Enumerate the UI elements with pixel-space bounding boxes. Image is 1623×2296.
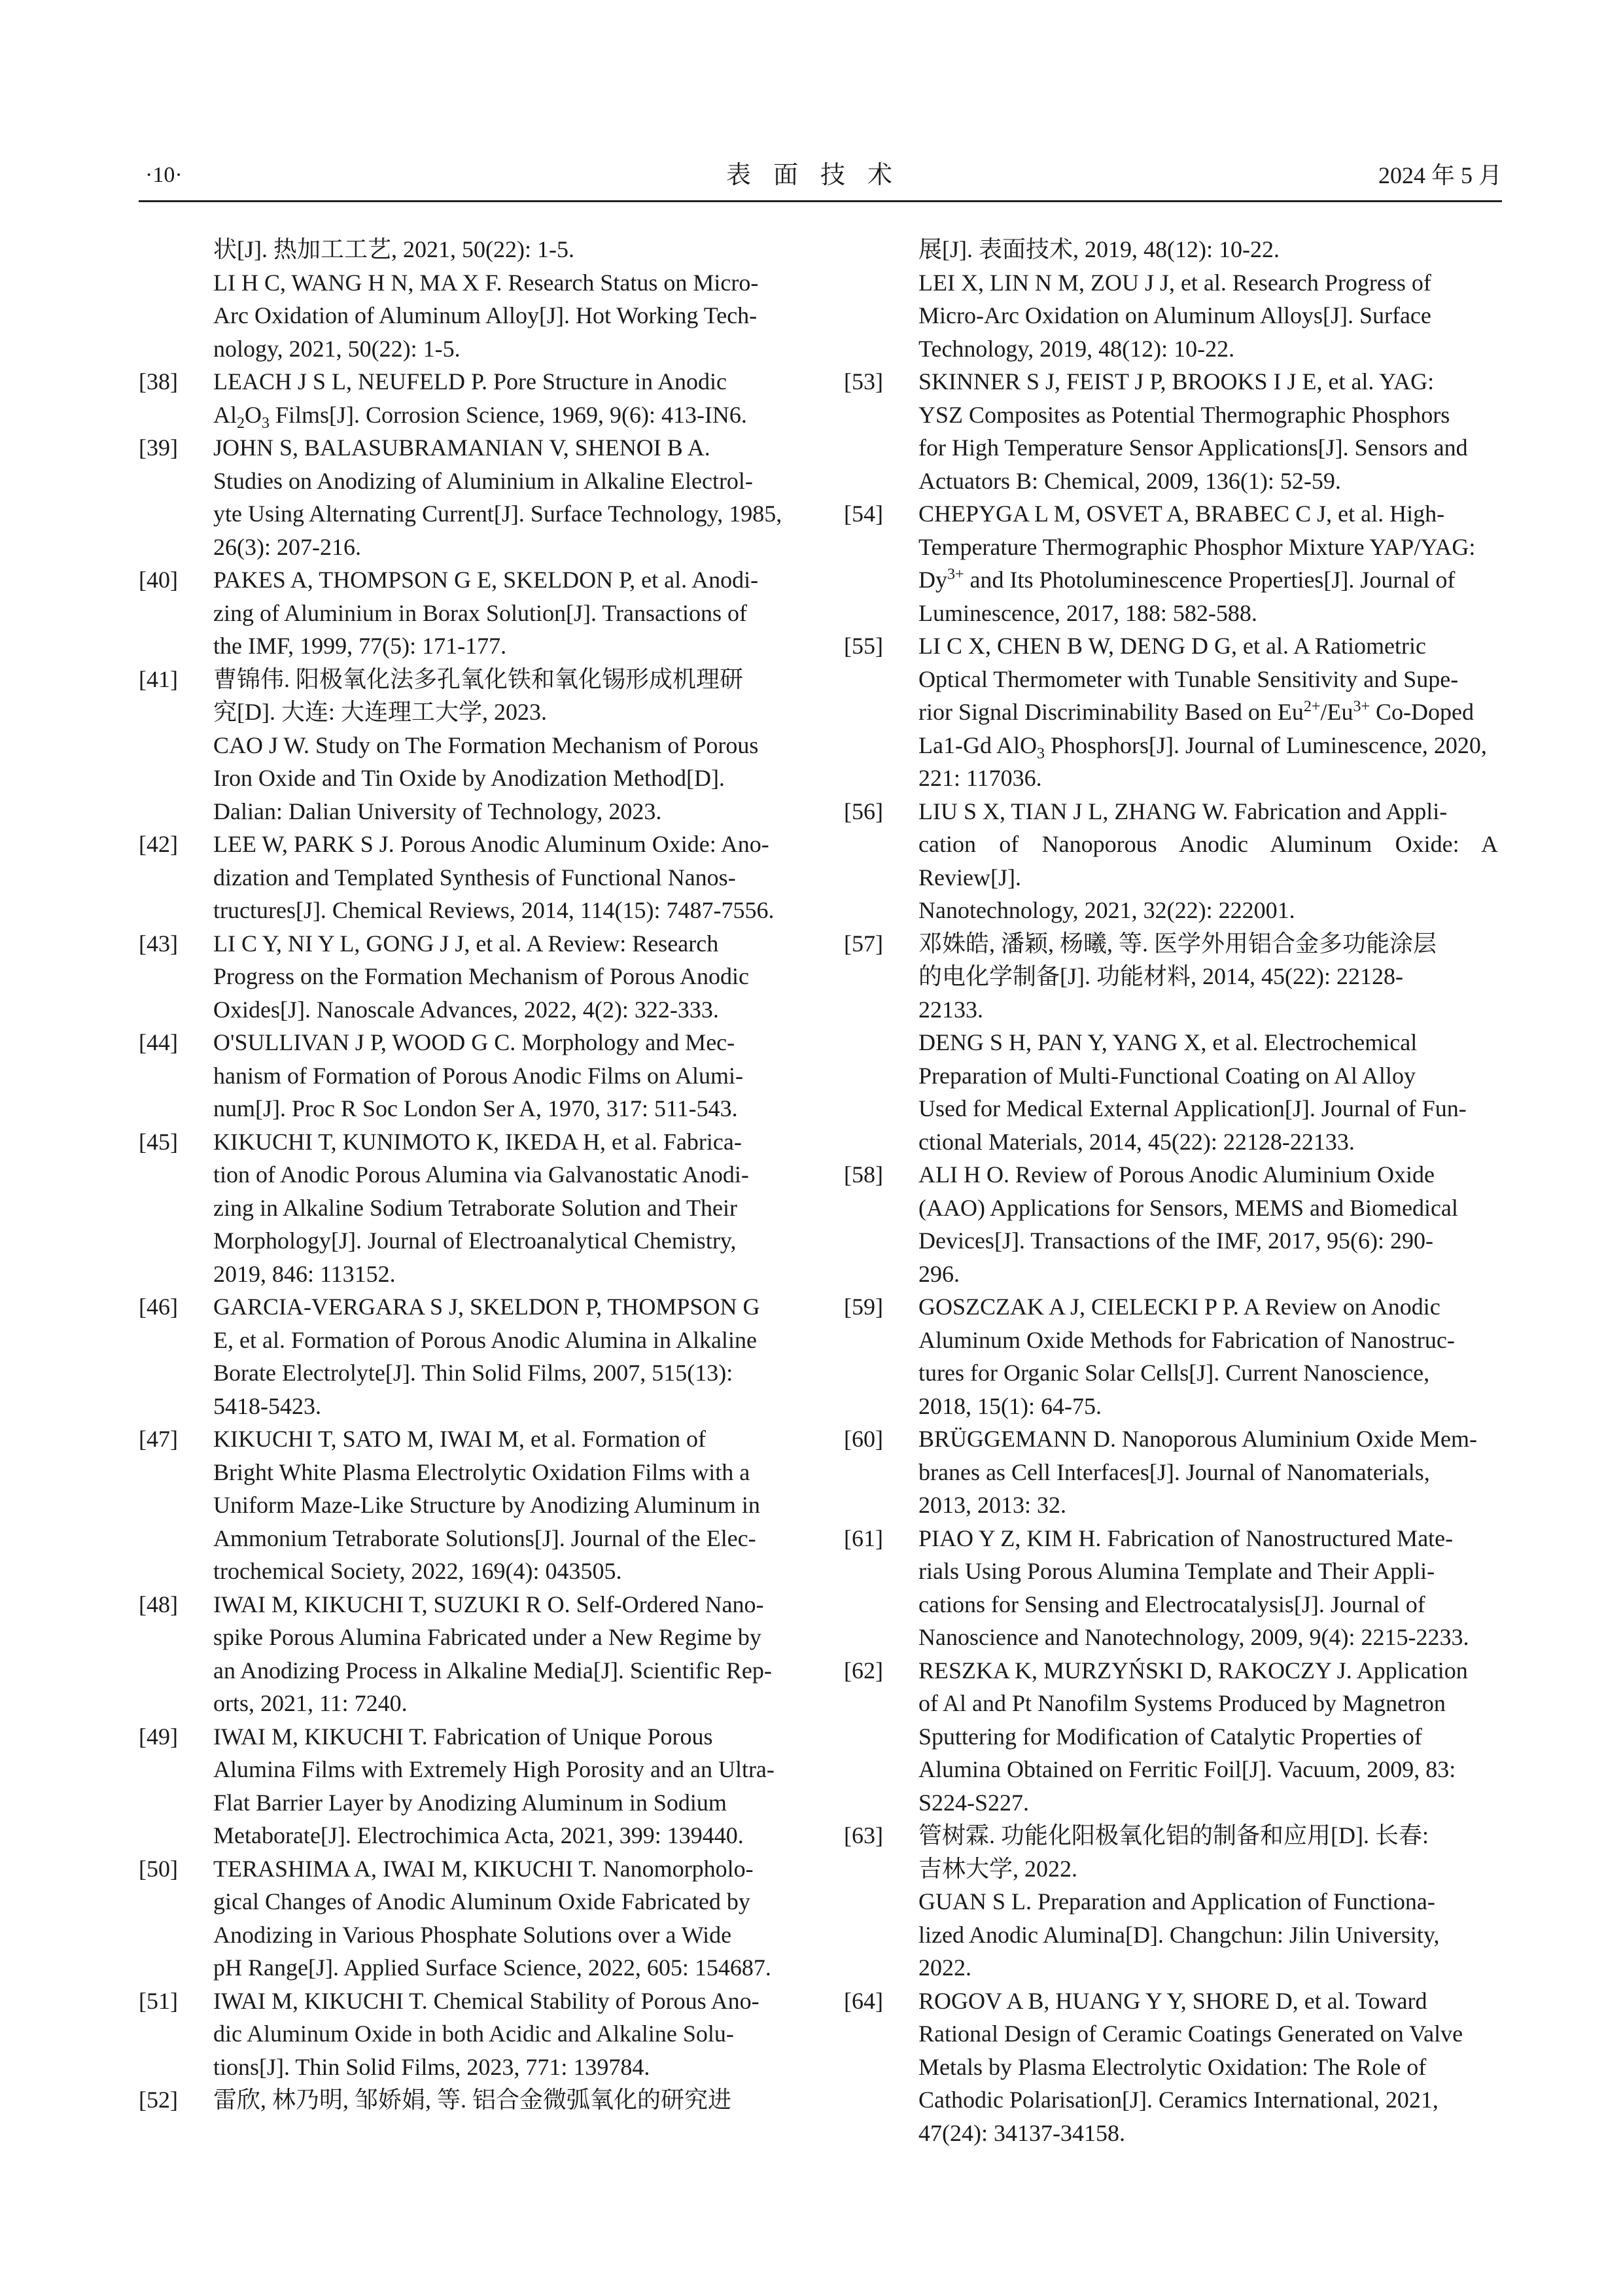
reference-line: tructures[J]. Chemical Reviews, 2014, 114(15): 7487-7556. [213,897,775,923]
reference-line: 曹锦伟. 阳极氧化法多孔氧化铁和氧化锡形成机理研 [213,665,744,692]
reference-line: 雷欣, 林乃明, 邹娇娟, 等. 铝合金微弧氧化的研究进 [213,2087,732,2113]
reference-number: [60] [844,1426,883,1452]
reference-number: [42] [139,831,178,857]
reference-line: 296. [918,1260,960,1287]
reference-line: Technology, 2019, 48(12): 10-22. [918,335,1235,362]
reference-line: gical Changes of Anodic Aluminum Oxide Fabricated by [213,1888,750,1915]
reference-line: Micro-Arc Oxidation on Aluminum Alloys[J]. Surface [918,302,1431,328]
reference-number: [51] [139,1987,178,2014]
reference-line: 221: 117036. [918,765,1042,791]
reference-line: an Anodizing Process in Alkaline Media[J]. Scientific Rep- [213,1657,772,1684]
reference-line: Alumina Obtained on Ferritic Foil[J]. Vacuum, 2009, 83: [918,1756,1456,1782]
reference-line: Dalian: Dalian University of Technology, 2023. [213,798,662,824]
reference-line: the IMF, 1999, 77(5): 171-177. [213,633,507,659]
reference-line: Actuators B: Chemical, 2009, 136(1): 52-59. [918,467,1341,494]
reference-continuation [844,233,1498,365]
reference-line: Metals by Plasma Electrolytic Oxidation: The Role of [918,2053,1427,2080]
reference-entry [844,1522,1498,1654]
reference-line: Nanoscience and Nanotechnology, 2009, 9(4): 2215-2233. [918,1624,1469,1650]
reference-line: orts, 2021, 11: 7240. [213,1690,408,1716]
reference-entry [844,1290,1498,1422]
reference-line: tions[J]. Thin Solid Films, 2023, 771: 139784. [213,2053,650,2080]
reference-line: Used for Medical External Application[J]. Journal of Fun- [918,1095,1467,1122]
reference-line: LEI X, LIN N M, ZOU J J, et al. Research Progress of [918,269,1431,296]
reference-line: 的电化学制备[J]. 功能材料, 2014, 45(22): 22128- [918,963,1403,989]
reference-number: [63] [844,1822,883,1848]
reference-line: Preparation of Multi-Functional Coating on Al Alloy [918,1062,1416,1089]
reference-line: dic Aluminum Oxide in both Acidic and Alkaline Solu- [213,2021,734,2047]
reference-line: Anodizing in Various Phosphate Solutions over a Wide [213,1921,732,1948]
reference-line: $Al_2O_3$ Films[J]. Corrosion Science, 1969, 9(6): 413-IN6. [213,401,747,432]
reference-number: [59] [844,1294,883,1320]
reference-number: [61] [844,1525,883,1551]
reference-line: La1-Gd AlO$_3$ Phosphors[J]. Journal of Luminescence, 2020, [918,732,1487,762]
reference-entry [844,927,1498,1159]
reference-line: 2018, 15(1): 64-75. [918,1392,1102,1419]
reference-line: IWAI M, KIKUCHI T. Chemical Stability of Porous Ano- [213,1987,759,2014]
reference-line: Metaborate[J]. Electrochimica Acta, 2021, 399: 139440. [213,1822,744,1848]
reference-number: [58] [844,1161,883,1188]
reference-column-right [844,233,1498,2149]
reference-line: spike Porous Alumina Fabricated under a New Regime by [213,1624,761,1650]
reference-line: Flat Barrier Layer by Anodizing Aluminum in Sodium [213,1789,727,1816]
reference-line: $Dy^{3+}$ and Its Photoluminescence Properties[J]. Journal of [918,566,1456,593]
reference-entry [844,1985,1498,2150]
reference-line: 26(3): 207-216. [213,533,361,560]
reference-number: [44] [139,1029,178,1055]
reference-entry [139,1290,793,1422]
header-rule [139,200,1502,202]
reference-number: [39] [139,434,178,461]
reference-line: Iron Oxide and Tin Oxide by Anodization Method[D]. [213,765,725,791]
reference-number: [43] [139,930,178,957]
reference-line: pH Range[J]. Applied Surface Science, 2022, 605: 154687. [213,1954,771,1981]
reference-entry [139,1125,793,1291]
reference-line: of Al and Pt Nanofilm Systems Produced by Magnetron [918,1690,1446,1716]
reference-column-left [139,233,793,2117]
reference-line: rior Signal Discriminability Based on $Eu^{2+}/Eu^{3+}$ Co-Doped [918,698,1474,725]
reference-line: branes as Cell Interfaces[J]. Journal of Nanomaterials, [918,1458,1430,1485]
reference-line: 管树霖. 功能化阳极氧化铝的制备和应用[D]. 长春: [918,1822,1429,1848]
reference-line: num[J]. Proc R Soc London Ser A, 1970, 317: 511-543. [213,1095,738,1122]
reference-line: tion of Anodic Porous Alumina via Galvanostatic Anodi- [213,1161,749,1188]
reference-entry [139,563,793,663]
reference-entry [139,2083,793,2117]
reference-line: Aluminum Oxide Methods for Fabrication of Nanostruc- [918,1326,1455,1353]
reference-line: KIKUCHI T, SATO M, IWAI M, et al. Formation of [213,1426,706,1452]
reference-line: Studies on Anodizing of Aluminium in Alkaline Electrol- [213,467,753,494]
reference-line: DENG S H, PAN Y, YANG X, et al. Electrochemical [918,1029,1418,1055]
reference-line: TERASHIMA A, IWAI M, KIKUCHI T. Nanomorpholo- [213,1855,754,1882]
reference-line: E, et al. Formation of Porous Anodic Alumina in Alkaline [213,1326,757,1353]
page-number: ·10· [145,163,183,187]
reference-line: dization and Templated Synthesis of Functional Nanos- [213,864,736,891]
reference-line: RESZKA K, MURZYŃSKI D, RAKOCZY J. Application [918,1657,1468,1684]
reference-entry [139,1985,793,2084]
reference-line: 展[J]. 表面技术, 2019, 48(12): 10-22. [918,236,1280,262]
reference-line: yte Using Alternating Current[J]. Surface Technology, 1985, [213,501,782,527]
reference-line: Borate Electrolyte[J]. Thin Solid Films, 2007, 515(13): [213,1360,733,1386]
reference-entry [139,431,793,563]
reference-entry [844,1422,1498,1522]
reference-line: Optical Thermometer with Tunable Sensitivity and Supe- [918,665,1459,692]
reference-line: SKINNER S J, FEIST J P, BROOKS I J E, et al. YAG: [918,368,1435,395]
reference-line: 2013, 2013: 32. [918,1492,1067,1518]
reference-number: [64] [844,1987,883,2014]
reference-entry [139,1422,793,1588]
reference-number: [45] [139,1128,178,1155]
reference-line: BRÜGGEMANN D. Nanoporous Aluminium Oxide Mem- [918,1426,1477,1452]
reference-entry [139,927,793,1027]
reference-line: GARCIA-VERGARA S J, SKELDON P, THOMPSON G [213,1294,760,1320]
reference-continuation [139,233,793,365]
reference-number: [52] [139,2087,178,2113]
reference-line: IWAI M, KIKUCHI T. Fabrication of Unique Porous [213,1723,713,1750]
reference-entry [844,497,1498,629]
reference-line: ALI H O. Review of Porous Anodic Aluminium Oxide [918,1161,1435,1188]
reference-line: LI C X, CHEN B W, DENG D G, et al. A Ratiometric [918,633,1426,659]
reference-entry [139,365,793,431]
reference-number: [54] [844,501,883,527]
reference-line: CAO J W. Study on The Formation Mechanism of Porous [213,732,759,758]
reference-line: ctional Materials, 2014, 45(22): 22128-22133. [918,1128,1355,1155]
reference-line: LEACH J S L, NEUFELD P. Pore Structure in Anodic [213,368,727,395]
reference-line: Alumina Films with Extremely High Porosity and an Ultra- [213,1756,775,1782]
reference-line: zing of Aluminium in Borax Solution[J]. Transactions of [213,599,747,626]
reference-line: (AAO) Applications for Sensors, MEMS and Biomedical [918,1194,1458,1221]
reference-number: [46] [139,1294,178,1320]
reference-line: 状[J]. 热加工工艺, 2021, 50(22): 1-5. [213,236,574,262]
reference-line: cations for Sensing and Electrocatalysis[J]. Journal of [918,1591,1425,1617]
reference-line: 2022. [918,1954,971,1981]
reference-line: for High Temperature Sensor Applications[J]. Sensors and [918,434,1468,461]
reference-line: LI H C, WANG H N, MA X F. Research Status on Micro- [213,269,759,296]
reference-line: Luminescence, 2017, 188: 582-588. [918,599,1257,626]
reference-line: O'SULLIVAN J P, WOOD G C. Morphology and Mec- [213,1029,735,1055]
reference-line: LI C Y, NI Y L, GONG J J, et al. A Review: Research [213,930,719,957]
reference-entry [844,629,1498,795]
reference-line: IWAI M, KIKUCHI T, SUZUKI R O. Self-Ordered Nano- [213,1591,764,1617]
reference-line: 吉林大学, 2022. [918,1855,1078,1882]
page-header [139,156,1502,202]
reference-line: trochemical Society, 2022, 169(4): 043505. [213,1558,622,1584]
reference-entry [139,828,793,927]
reference-entry [844,1654,1498,1820]
reference-line: 究[D]. 大连: 大连理工大学, 2023. [213,699,547,725]
reference-number: [56] [844,798,883,824]
reference-line: Temperature Thermographic Phosphor Mixture YAP/YAG: [918,533,1476,560]
reference-line: 2019, 846: 113152. [213,1260,396,1287]
reference-entry [844,795,1498,927]
reference-line: tures for Organic Solar Cells[J]. Current Nanoscience, [918,1360,1430,1386]
reference-line: GOSZCZAK A J, CIELECKI P P. A Review on Anodic [918,1294,1440,1320]
reference-line: KIKUCHI T, KUNIMOTO K, IKEDA H, et al. Fabrica- [213,1128,742,1155]
reference-line: PAKES A, THOMPSON G E, SKELDON P, et al. Anodi- [213,567,759,593]
reference-entry [844,1158,1498,1290]
reference-line: 47(24): 34137-34158. [918,2119,1125,2146]
reference-line: Nanotechnology, 2021, 32(22): 222001. [918,897,1295,923]
reference-entry [139,1720,793,1852]
reference-line: Morphology[J]. Journal of Electroanalytical Chemistry, [213,1227,737,1254]
reference-number: [62] [844,1657,883,1684]
reference-line: ROGOV A B, HUANG Y Y, SHORE D, et al. Toward [918,1987,1427,2014]
reference-number: [40] [139,567,178,593]
reference-line: Sputtering for Modification of Catalytic Properties of [918,1723,1422,1750]
reference-line: JOHN S, BALASUBRAMANIAN V, SHENOI B A. [213,434,710,461]
reference-number: [47] [139,1426,178,1452]
reference-line: 22133. [918,996,983,1023]
reference-entry [139,1852,793,1985]
reference-entry [139,663,793,828]
reference-line: GUAN S L. Preparation and Application of Functiona- [918,1888,1435,1915]
reference-entry [139,1026,793,1125]
reference-number: [49] [139,1723,178,1750]
reference-line: Rational Design of Ceramic Coatings Generated on Valve [918,2021,1463,2047]
reference-line: rials Using Porous Alumina Template and Their Appli- [918,1558,1435,1584]
reference-entry [844,365,1498,497]
reference-line: Cathodic Polarisation[J]. Ceramics International, 2021, [918,2087,1439,2113]
reference-number: [48] [139,1591,178,1617]
journal-title: 表面技术 [725,162,915,189]
reference-line: Bright White Plasma Electrolytic Oxidation Films with a [213,1458,750,1485]
reference-number: [57] [844,930,883,957]
reference-line: Devices[J]. Transactions of the IMF, 2017, 95(6): 290- [918,1227,1434,1254]
reference-line: PIAO Y Z, KIM H. Fabrication of Nanostructured Mate- [918,1525,1454,1551]
reference-number: [38] [139,368,178,395]
reference-entry [844,1819,1498,1985]
reference-line: LIU S X, TIAN J L, ZHANG W. Fabrication and Appli- [918,798,1448,824]
reference-entry [139,1588,793,1720]
reference-line: YSZ Composites as Potential Thermographic Phosphors [918,401,1450,428]
reference-line: Oxides[J]. Nanoscale Advances, 2022, 4(2): 322-333. [213,996,719,1023]
reference-line: nology, 2021, 50(22): 1-5. [213,335,461,362]
reference-line: 5418-5423. [213,1392,321,1419]
reference-line: LEE W, PARK S J. Porous Anodic Aluminum Oxide: Ano- [213,831,769,857]
reference-line: S224-S227. [918,1789,1030,1816]
reference-number: [50] [139,1855,178,1882]
reference-number: [55] [844,633,883,659]
reference-line: Ammonium Tetraborate Solutions[J]. Journal of the Elec- [213,1525,756,1551]
reference-line: Uniform Maze-Like Structure by Anodizing Aluminum in [213,1492,760,1518]
reference-line: lized Anodic Alumina[D]. Changchun: Jilin University, [918,1921,1440,1948]
reference-line: Progress on the Formation Mechanism of Porous Anodic [213,963,749,989]
reference-line: Arc Oxidation of Aluminum Alloy[J]. Hot Working Tech- [213,302,758,328]
issue-date: 2024 年 5 月 [1378,162,1502,188]
reference-line: zing in Alkaline Sodium Tetraborate Solution and Their [213,1194,738,1221]
reference-line: hanism of Formation of Porous Anodic Films on Alumi- [213,1062,744,1089]
reference-line: 邓姝皓, 潘颖, 杨曦, 等. 医学外用铝合金多功能涂层 [918,930,1437,957]
reference-line: cation of Nanoporous Anodic Aluminum Oxide: A Review[J]. [918,831,1498,891]
reference-number: [53] [844,368,883,395]
reference-line: CHEPYGA L M, OSVET A, BRABEC C J, et al. High- [918,501,1445,527]
reference-number: [41] [139,665,178,692]
